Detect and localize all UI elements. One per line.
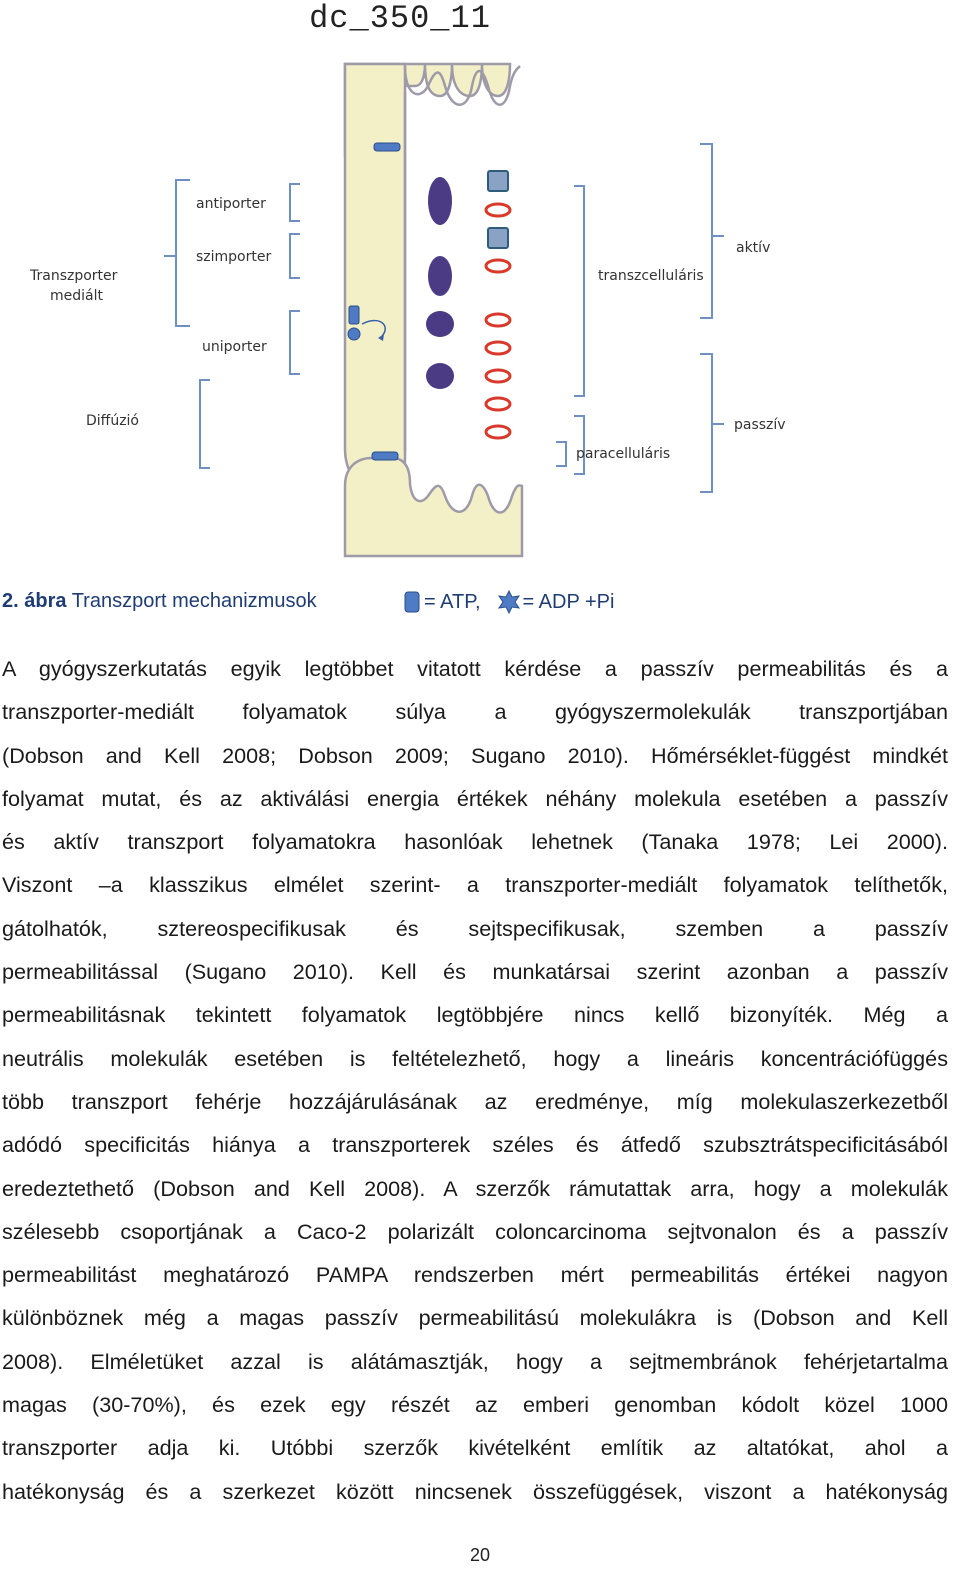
page-number: 20 [469, 1545, 491, 1565]
text-line: magas (30-70%), és ezek egy részét az emberi genomban kódolt közel 1000 [2, 1392, 948, 1418]
text-line: gátolhatók, sztereospecifikusak és sejtspecifikusak, szemben a passzív [2, 915, 948, 941]
text-line: hatékonyság és a szerkezet között nincsenek összefüggések, viszont a hatékonyság [2, 1478, 948, 1504]
atp-legend-label: = ATP, [424, 590, 481, 613]
text-line: adódó specificitás hiánya a transzporterek széles és átfedő szubsztrátspecificitásából [2, 1132, 948, 1158]
label-paracellularis: paracelluláris [576, 446, 671, 462]
document-id-header: dc_350_11 [309, 0, 491, 37]
text-line: különböznek még a magas passzív permeabilitású molekulákra is (Dobson and Kell [2, 1305, 948, 1331]
text-line: eredeztethető (Dobson and Kell 2008). A szerzők rámutattak arra, hogy a molekulák [2, 1175, 948, 1201]
transport-mechanisms-figure [0, 56, 960, 562]
text-line: permeabilitással (Sugano 2010). Kell és munkatársai szerint azonban a passzív [2, 959, 948, 985]
text-line: több transzport fehérje hozzájárulásának az eredménye, míg molekulaszerkezetből [2, 1088, 948, 1114]
atp-icon [404, 591, 420, 613]
text-line: permeabilitásnak tekintett folyamatok legtöbbjére nincs kellő bizonyíték. Még a [2, 1002, 948, 1028]
text-line: transzporter-mediált folyamatok súlya a gyógyszermolekulák transzportjában [2, 699, 948, 725]
label-passziv: passzív [734, 417, 786, 433]
caption-legend [404, 590, 614, 614]
text-line: Viszont –a klasszikus elmélet szerint- a transzporter-mediált folyamatok telíthetők, [2, 872, 948, 898]
text-line: neutrális molekulák esetében is feltételezhető, hogy a lineáris koncentrációfüggés [2, 1045, 948, 1071]
text-line: folyamat mutat, és az aktiválási energia értékek néhány molekula esetében a passzív [2, 785, 948, 811]
text-line: és aktív transzport folyamatokra hasonlóak lehetnek (Tanaka 1978; Lei 2000). [2, 829, 948, 855]
label-diffuzio: Diffúzió [86, 413, 139, 429]
body-paragraph [2, 647, 948, 1513]
caption-text: Transzport mechanizmusok [71, 590, 317, 612]
label-aktiv: aktív [736, 240, 771, 256]
label-medialt: mediált [50, 288, 103, 304]
label-antiporter: antiporter [196, 196, 266, 212]
text-line: A gyógyszerkutatás egyik legtöbbet vitatott kérdése a passzív permeabilitás és a [2, 656, 948, 681]
label-transzporter: Transzporter [30, 268, 118, 284]
text-line: 2008). Elméletüket azzal is alátámasztják, hogy a sejtmembránok fehérjetartalma [2, 1348, 948, 1374]
label-transzcellularis: transzcelluláris [598, 268, 704, 284]
molecule-markers [486, 171, 510, 438]
text-line: szélesebb csoportjának a Caco-2 polarizált coloncarcinoma sejtvonalon és a passzív [2, 1218, 948, 1244]
text-line: permeabilitást meghatározó PAMPA rendszerben mért permeabilitás értékei nagyon [2, 1262, 948, 1288]
left-brackets [164, 180, 300, 468]
label-szimporter: szimporter [196, 249, 272, 265]
text-line: (Dobson and Kell 2008; Dobson 2009; Sugano 2010). Hőmérséklet-függést mindkét [2, 742, 948, 768]
adp-icon [497, 590, 521, 614]
right-brackets [556, 144, 724, 492]
label-uniporter: uniporter [202, 339, 267, 355]
text-line: transzporter adja ki. Utóbbi szerzők kivételként említik az altatókat, ahol a [2, 1435, 948, 1461]
adp-legend-label: = ADP +Pi [522, 590, 615, 613]
caption-number: 2. ábra [2, 590, 67, 612]
cell-membrane-diagram [345, 64, 522, 556]
